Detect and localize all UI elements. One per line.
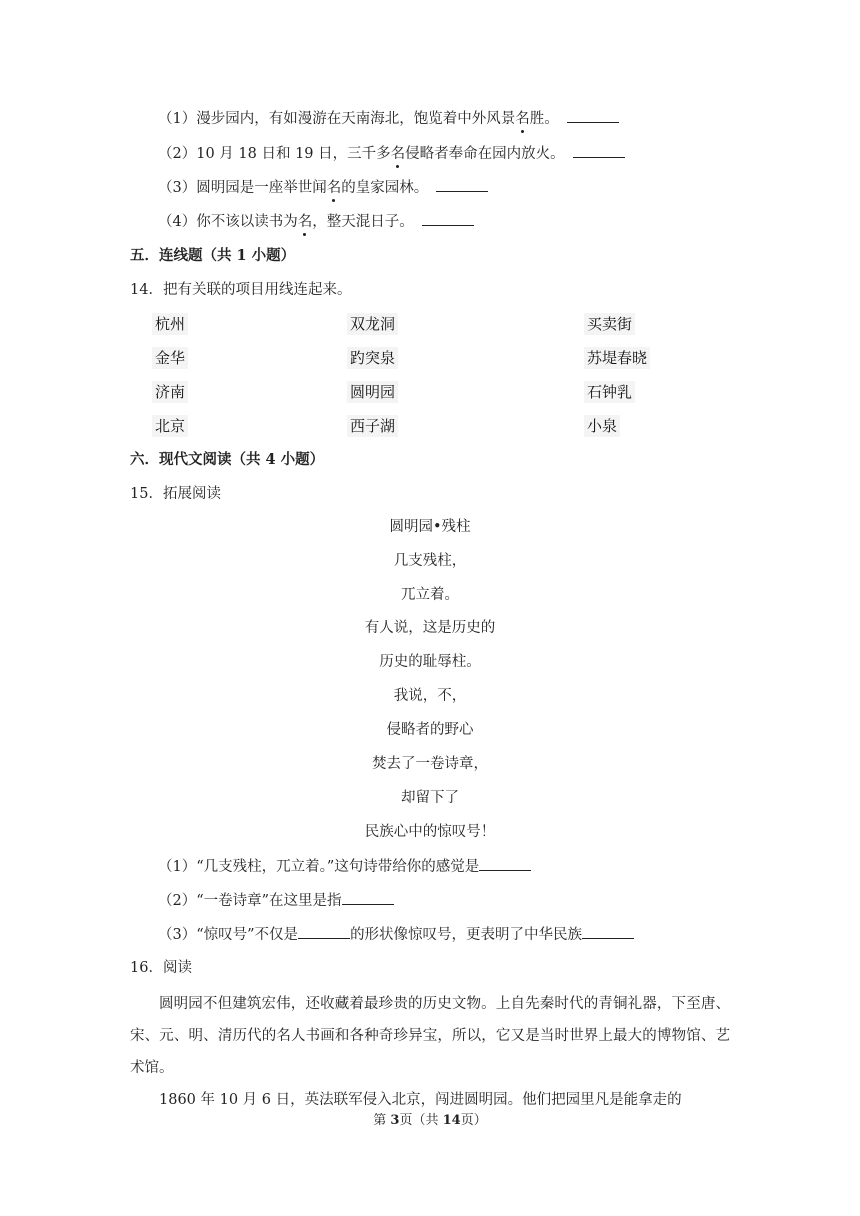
item-4 [158, 211, 474, 232]
sub-question-text: （1）“几支残柱，兀立着。”这句诗带给你的感觉是 [158, 859, 480, 875]
match-col3-item[interactable]: 石钟乳 [584, 381, 635, 403]
page-footer [0, 1112, 860, 1130]
item-text: ，整天混日子。 [312, 214, 414, 230]
item-text: （3）圆明园是一座举世闻 [158, 180, 327, 196]
dotted-char: 名 [390, 146, 406, 162]
poem-line: 却留下了 [401, 790, 459, 806]
dotted-char: 名 [515, 111, 530, 127]
match-col2-item[interactable]: 双龙洞 [347, 313, 398, 335]
poem-line: 焚去了一卷诗章， [372, 756, 488, 772]
poem-line: 民族心中的惊叹号！ [364, 824, 496, 840]
item-text: （4）你不该以读书为 [158, 214, 298, 230]
footer-text: 第 [373, 1113, 391, 1128]
reading-paragraph: 1860 年 10 月 6 日，英法联军侵入北京，闯进圆明园。他们把园里凡是能拿走的 [159, 1092, 682, 1108]
sub-question-3 [158, 924, 634, 945]
section-heading: 五．连线题（共 1 小题） [130, 247, 296, 264]
poem-line: 有人说，这是历史的 [364, 620, 496, 636]
page-number: 3 [390, 1113, 400, 1128]
question-16: 16．阅读 [130, 960, 192, 976]
match-col3-item[interactable]: 苏堤春晓 [584, 347, 650, 369]
answer-blank[interactable] [298, 924, 350, 939]
item-text: （1）漫步园内，有如漫游在天南海北，饱览着中外风景 [158, 111, 516, 127]
item-1 [158, 108, 619, 129]
poem-line: 几支残柱， [393, 553, 467, 569]
match-col3-item[interactable]: 小泉 [584, 415, 620, 437]
sub-question-text: 的形状像惊叹号，更表明了中华民族 [350, 927, 583, 943]
item-text: （2）10 月 18 日和 19 日，三千多 [158, 146, 391, 162]
poem-line: 我说，不， [393, 688, 467, 704]
match-col2-item[interactable]: 西子湖 [347, 415, 398, 437]
item-2 [158, 143, 625, 164]
item-text: 的皇家园林。 [341, 180, 429, 196]
poem-line: 兀立着。 [401, 587, 459, 603]
match-col1-item[interactable]: 杭州 [152, 313, 188, 335]
match-col3-item[interactable]: 买卖街 [584, 313, 635, 335]
footer-text: 页） [460, 1113, 487, 1128]
page-total: 14 [442, 1113, 461, 1128]
poem-title: 圆明园•残柱 [389, 519, 471, 535]
answer-blank[interactable] [582, 924, 634, 939]
answer-blank[interactable] [436, 177, 488, 192]
sub-question-text: （3）“惊叹号”不仅是 [158, 927, 299, 943]
answer-blank[interactable] [567, 108, 619, 123]
match-col1-item[interactable]: 北京 [152, 415, 188, 437]
section-heading: 六．现代文阅读（共 4 小题） [130, 451, 325, 468]
match-col1-item[interactable]: 金华 [152, 347, 188, 369]
sub-question-text: （2）“一卷诗章”在这里是指 [158, 893, 342, 909]
question-14: 14．把有关联的项目用线连起来。 [130, 282, 352, 298]
footer-text: 页（共 [399, 1113, 443, 1128]
question-15: 15．拓展阅读 [130, 486, 221, 502]
item-text: 胜。 [529, 111, 559, 127]
sub-question-1 [158, 856, 531, 877]
answer-blank[interactable] [342, 890, 394, 905]
dotted-char: 名 [297, 214, 313, 230]
poem-line: 侵略者的野心 [386, 722, 474, 738]
item-text: 侵略者奉命在园内放火。 [405, 146, 565, 162]
sub-question-2 [158, 890, 394, 911]
item-3 [158, 177, 488, 198]
poem-line: 历史的耻辱柱。 [379, 654, 481, 670]
dotted-char: 名 [326, 180, 342, 196]
match-col2-item[interactable]: 圆明园 [347, 381, 398, 403]
answer-blank[interactable] [573, 143, 625, 158]
match-col2-item[interactable]: 趵突泉 [347, 347, 398, 369]
reading-paragraph: 圆明园不但建筑宏伟，还收藏着最珍贵的历史文物。上自先秦时代的青铜礼器，下至唐、宋、元、明、清历代的名人书画和各种奇珍异宝，所以，它又是当时世界上最大的博物馆、艺术馆。 [130, 996, 730, 1076]
answer-blank[interactable] [422, 211, 474, 226]
match-col1-item[interactable]: 济南 [152, 381, 188, 403]
answer-blank[interactable] [479, 856, 531, 871]
